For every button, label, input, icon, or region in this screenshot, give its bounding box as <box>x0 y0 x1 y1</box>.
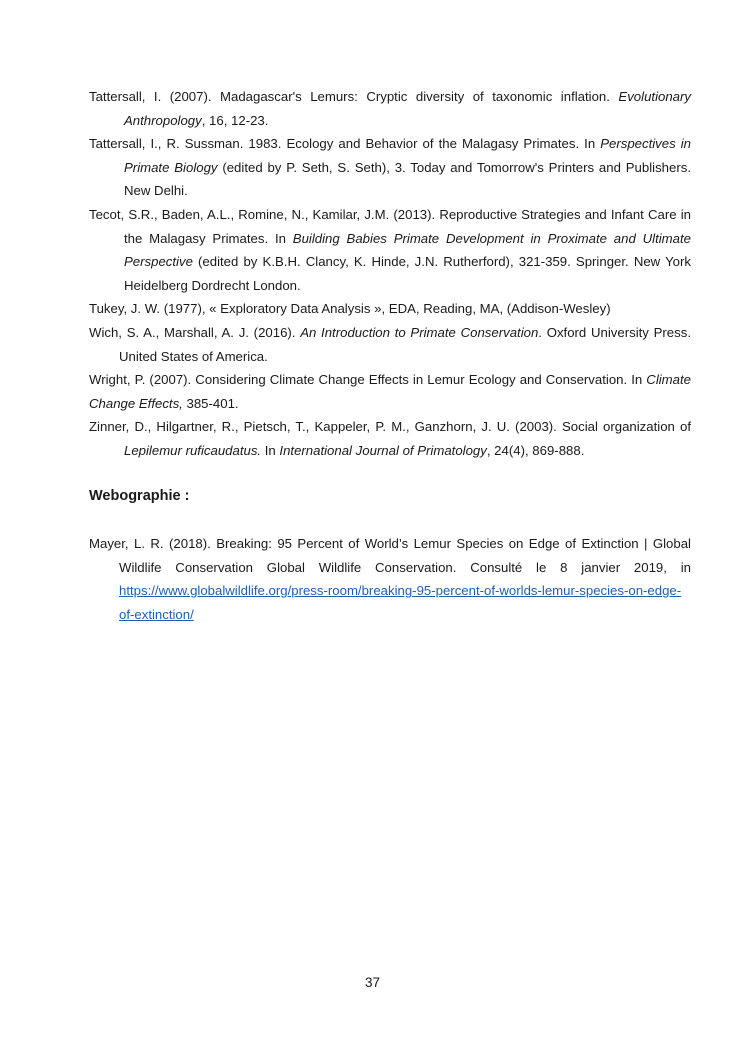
reference-entry <box>89 368 691 415</box>
webographie-list <box>89 532 691 626</box>
reference-text: 385-401. <box>182 395 239 411</box>
reference-text: In <box>261 442 280 458</box>
reference-text: Tattersall, I., R. Sussman. 1983. Ecology and Behavior of the Malagasy Primates. In <box>89 136 601 152</box>
reference-list <box>89 85 691 463</box>
reference-entry <box>89 203 691 297</box>
webographie-heading: Webographie : <box>89 488 190 504</box>
reference-entry <box>89 321 691 368</box>
book-title: An Introduction to Primate Conservation <box>300 324 539 340</box>
reference-text: Tukey, J. W. (1977), « Exploratory Data Analysis », EDA, Reading, MA, (Addison-Wesley) <box>89 301 611 317</box>
reference-entry <box>89 415 691 462</box>
reference-text: Wich, S. A., Marshall, A. J. (2016). <box>89 324 301 340</box>
page-number: 37 <box>364 975 381 990</box>
reference-text: , 24(4), 869-888. <box>486 442 585 458</box>
reference-text: Wright, P. (2007). Considering Climate Change Effects in Lemur Ecology and Conservation. In <box>89 372 647 388</box>
book-title: Climate Change Effects, <box>89 372 691 411</box>
reference-text: (edited by P. Seth, S. Seth), 3. Today and Tomorrow's Printers and Publishers. New Delhi. <box>124 159 691 199</box>
journal-title: International Journal of Primatology <box>279 442 487 458</box>
book-title: Perspectives in Primate Biology <box>124 136 692 175</box>
reference-entry <box>89 85 691 132</box>
reference-link[interactable]: https://www.globalwildlife.org/press-room/breaking-95-percent-of-worlds-lemur-species-on-edge-of-extinction/ <box>119 583 682 622</box>
reference-entry <box>89 297 691 321</box>
reference-text: Mayer, L. R. (2018). Breaking: 95 Percent of World’s Lemur Species on Edge of Extinction | Global Wildlife Conservation Global Wildlife Conservation. Consulté le 8 janvier 2019, in <box>89 536 691 575</box>
species-name: Lepilemur ruficaudatus. <box>124 442 262 458</box>
reference-text: Tecot, S.R., Baden, A.L., Romine, N., Kamilar, J.M. (2013). Reproductive Strategies and Infant Care in the Malagasy Primates. In <box>89 206 691 246</box>
reference-text: , 16, 12-23. <box>201 112 269 128</box>
reference-text: . Oxford University Press. United States of America. <box>119 324 691 364</box>
reference-entry <box>89 132 691 203</box>
book-title: Building Babies Primate Development in Proximate and Ultimate Perspective <box>124 230 691 270</box>
reference-text: Zinner, D., Hilgartner, R., Pietsch, T., Kappeler, P. M., Ganzhorn, J. U. (2003). Social organization of <box>89 419 691 435</box>
reference-text: (edited by K.B.H. Clancy, K. Hinde, J.N. Rutherford), 321-359. Springer. New York Heidelberg Dordrecht London. <box>124 254 691 293</box>
web-reference-entry <box>89 532 691 626</box>
journal-title: Evolutionary Anthropology <box>124 89 691 128</box>
reference-text: Tattersall, I. (2007). Madagascar's Lemurs: Cryptic diversity of taxonomic inflation. <box>89 89 619 104</box>
